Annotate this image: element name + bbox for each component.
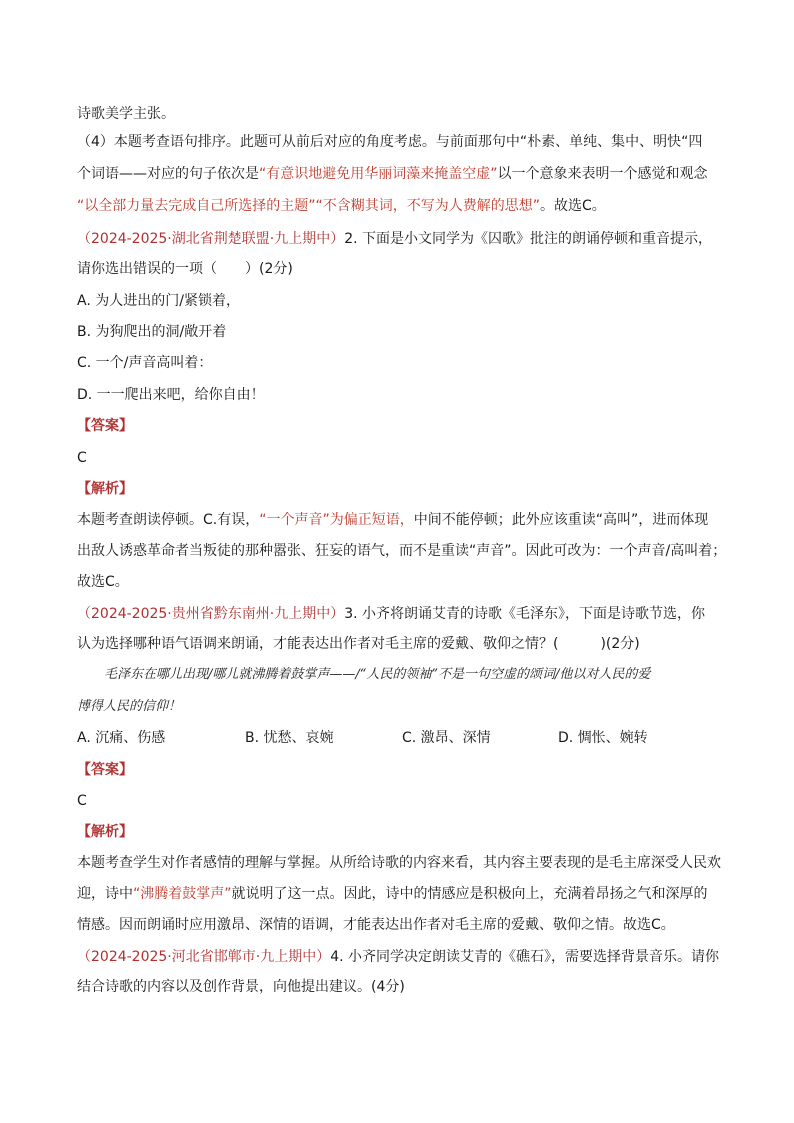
- q3-option-a: A. 沉痛、伤感: [77, 730, 166, 746]
- q2-option-b: B. 为狗爬出的洞/敞开着: [77, 324, 227, 340]
- q3-analysis-line-2: [77, 884, 708, 904]
- q3-analysis-quote: “沸腾着鼓掌声”: [133, 886, 232, 902]
- q3-option-d: D. 惆怅、婉转: [558, 730, 648, 746]
- prev-analysis-text: 以一个意象来表明一个感觉和观念: [497, 166, 708, 182]
- q3-analysis-line-1: 本题考查学生对作者感情的理解与掌握。从所给诗歌的内容来看，其内容主要表现的是毛主席深受人民欢: [77, 855, 721, 871]
- q2-analysis-line-1: [77, 510, 708, 530]
- q4-stem: 4. 小齐同学决定朗读艾青的《礁石》，需要选择背景音乐。请你: [330, 949, 720, 965]
- q2-option-c: C. 一个/声音高叫着：: [77, 355, 213, 371]
- q3-analysis-text: 就说明了这一点。因此，诗中的情感应是积极向上，充满着昂扬之气和深厚的: [231, 886, 708, 902]
- prev-analysis-text: 个词语——对应的句子依次是: [77, 166, 259, 182]
- q2-analysis-tag: 【解析】: [77, 481, 133, 497]
- q3-answer: C: [77, 793, 87, 809]
- q4-stem-line-2: 结合诗歌的内容以及创作背景，向他提出建议。(4分): [77, 979, 405, 995]
- q2-answer: C: [77, 450, 87, 466]
- q2-stem-line-1: [77, 229, 712, 249]
- q3-answer-tag: 【答案】: [77, 762, 133, 778]
- prev-analysis-line-3: [77, 196, 606, 216]
- q3-analysis-tag: 【解析】: [77, 824, 133, 840]
- q3-stem-line-2: 认为选择哪种语气语调来朗诵，才能表达出作者对毛主席的爱戴、敬仰之情？( )(2分): [77, 636, 640, 652]
- q3-poem-line-2: 博得人民的信仰！: [77, 699, 182, 714]
- q2-answer-tag: 【答案】: [77, 418, 133, 434]
- q4-source: （2024-2025·河北省邯郸市·九上期中）: [77, 949, 331, 965]
- q2-analysis-line-3: 故选C。: [77, 574, 129, 590]
- q3-stem-line-1: [77, 604, 705, 624]
- q2-analysis-text: 本题考查朗读停顿。C.有误，: [77, 512, 260, 528]
- prev-analysis-line-1: （4）本题考查语句排序。此题可从前后对应的角度考虑。与前面那句中“朴素、单纯、集中、明快“四: [77, 134, 703, 150]
- prev-answer-end: 诗歌美学主张。: [77, 106, 175, 122]
- q2-analysis-text: 中间不能停顿；此外应该重读“高叫”，进而体现: [413, 512, 709, 528]
- q2-stem: 2. 下面是小文同学为《囚歌》批注的朗诵停顿和重音提示，: [344, 231, 713, 247]
- q2-stem-line-2: 请你选出错误的一项（ ）(2分): [77, 261, 293, 277]
- q2-analysis-line-2: 出敌人诱惑革命者当叛徒的那种嚣张、狂妄的语气，而不是重读“声音”。因此可改为：一个声音/高叫着；: [77, 543, 727, 559]
- q2-source: （2024-2025·湖北省荆楚联盟·九上期中）: [77, 231, 345, 247]
- q3-analysis-text: 迎，诗中: [77, 886, 133, 902]
- q2-option-d: D. 一一爬出来吧，给你自由！: [77, 387, 265, 403]
- q3-source: （2024-2025·贵州省黔东南州·九上期中）: [77, 606, 345, 622]
- prev-analysis-quote: “以全部力量去完成自己所选择的主题”“不含糊其词，不写为人费解的思想”: [77, 198, 541, 214]
- q2-analysis-quote: “一个声音”为偏正短语，: [259, 512, 414, 528]
- q3-option-b: B. 忧愁、哀婉: [245, 730, 334, 746]
- prev-analysis-quote: “有意识地避免用华丽词藻来掩盖空虚”: [259, 166, 498, 182]
- q3-stem: 3. 小齐将朗诵艾青的诗歌《毛泽东》，下面是诗歌节选，你: [344, 606, 706, 622]
- prev-analysis-line-2: [77, 164, 708, 184]
- q3-option-c: C. 激昂、深情: [402, 730, 491, 746]
- q2-option-a: A. 为人进出的门/紧锁着，: [77, 293, 240, 309]
- q3-poem-line-1: 毛泽东在哪儿出现/哪儿就沸腾着鼓掌声——/“人民的领袖”不是一句空虚的颂词/他以对人民的爱: [104, 667, 651, 682]
- q4-stem-line-1: [77, 947, 719, 967]
- q3-analysis-line-3: 情感。因而朗诵时应用激昂、深情的语调，才能表达出作者对毛主席的爱戴、敬仰之情。故选C。: [77, 917, 675, 933]
- prev-analysis-text: 。故选C。: [540, 198, 606, 214]
